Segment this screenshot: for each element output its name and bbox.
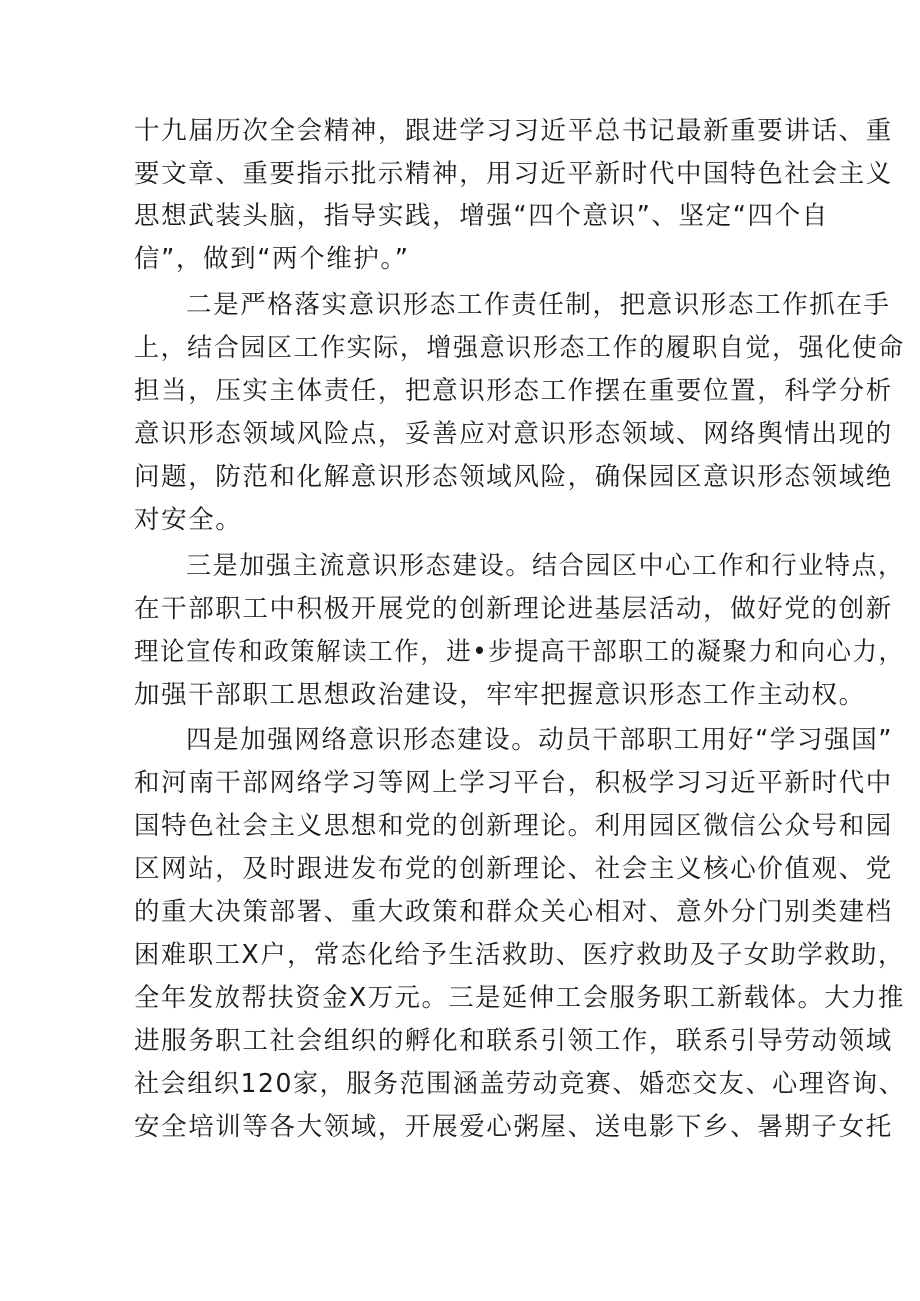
text-line: 加强干部职工思想政治建设，牢牢把握意识形态工作主动权。	[134, 680, 866, 710]
text-line: 上，结合园区工作实际，增强意识形态工作的履职自觉，强化使命	[134, 333, 905, 363]
text-line: 社会组织120家，服务范围涵盖劳动竞赛、婚恋交友、心理咨询、	[134, 1069, 906, 1099]
text-line: 十九届历次全会精神，跟进学习习近平总书记最新重要讲话、重	[134, 116, 893, 146]
text-line: 进服务职工社会组织的孵化和联系引领工作，联系引导劳动领域	[134, 1026, 893, 1056]
text-line: 思想武装头脑，指导实践，增强“四个意识”、坚定“四个自	[134, 201, 829, 231]
text-line: 全年发放帮扶资金X万元。三是延伸工会服务职工新载体。大力推	[134, 983, 905, 1013]
text-line: 信”，做到“两个维护。”	[134, 244, 410, 274]
text-line: 的重大决策部署、重大政策和群众关心相对、意外分门别类建档	[134, 897, 893, 927]
text-line: 意识形态领域风险点，妥善应对意识形态领域、网络舆情出现的	[134, 419, 893, 449]
text-line: 担当，压实主体责任，把意识形态工作摆在重要位置，科学分析	[134, 376, 893, 406]
text-line: 和河南干部网络学习等网上学习平台，积极学习习近平新时代中	[134, 768, 893, 798]
paragraph-start-line: 二是严格落实意识形态工作责任制，把意识形态工作抓在手	[186, 290, 891, 320]
text-line: 安全培训等各大领域，开展爱心粥屋、送电影下乡、暑期子女托	[134, 1112, 893, 1142]
text-line: 对安全。	[134, 505, 243, 535]
text-line: 困难职工X户，常态化给予生活救助、医疗救助及子女助学救助，	[134, 940, 905, 970]
text-line: 理论宣传和政策解读工作，进•步提高干部职工的凝聚力和向心力，	[134, 637, 905, 667]
text-line: 国特色社会主义思想和党的创新理论。利用园区微信公众号和园	[134, 811, 893, 841]
paragraph-start-line: 三是加强主流意识形态建设。结合园区中心工作和行业特点，	[186, 551, 905, 581]
text-line: 问题，防范和化解意识形态领域风险，确保园区意识形态领域绝	[134, 462, 893, 492]
paragraph-start-line: 四是加强网络意识形态建设。动员干部职工用好“学习强国”	[186, 725, 894, 755]
text-line: 在干部职工中积极开展党的创新理论进基层活动，做好党的创新	[134, 594, 893, 624]
text-line: 区网站，及时跟进发布党的创新理论、社会主义核心价值观、党	[134, 854, 893, 884]
text-line: 要文章、重要指示批示精神，用习近平新时代中国特色社会主义	[134, 159, 893, 189]
